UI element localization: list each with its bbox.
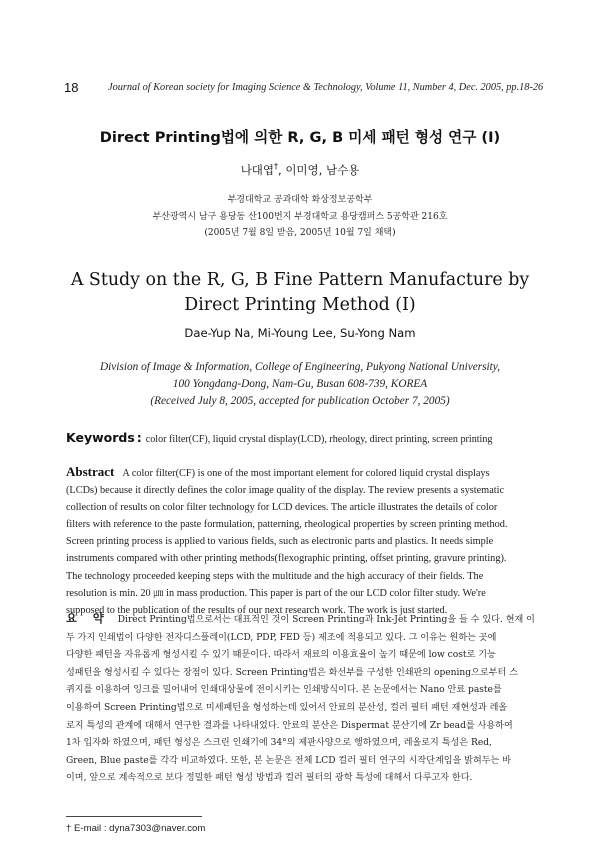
- page-number: 18: [64, 80, 79, 95]
- affiliation-line: (Received July 8, 2005, accepted for publication October 7, 2005): [150, 395, 450, 408]
- affiliation-line: 100 Yongdang-Dong, Nam-Gu, Busan 608-739, KOREA: [172, 378, 428, 391]
- summary-line: 퀴지를 이용하여 잉크를 밀어내어 인쇄대상물에 전이시키는 인쇄방식이다. 본 논문에서는 Nano 안료 paste를: [66, 685, 502, 696]
- abstract-line: resolution is min. 20 ㎛ in mass production. This paper is part of the our LCD color filter study. We're: [66, 587, 486, 599]
- summary-line: 이며, 앞으로 계속적으로 보다 정밀한 패턴 형성 방법과 컬러 필터의 광학 특성에 대해서 다루고자 한다.: [66, 773, 473, 784]
- summary-line: 다양한 패턴을 자유롭게 형성시킬 수 있기 때문이다. 따라서 재료의 이용효율이 높기 때문에 low cost로 기능: [66, 650, 496, 661]
- affiliation-line: (2005년 7월 8일 받음, 2005년 10월 7일 채택): [204, 228, 396, 238]
- abstract-text: A color filter(CF) is one of the most important element for colored liquid crystal displays: [122, 468, 490, 479]
- summary-line: 1차 입자화 하였으며, 패턴 형성은 스크린 인쇄기에 34°의 제판사양으로 행하였으며, 레올로지 특성은 Red,: [66, 738, 492, 749]
- abstract-label: Abstract: [66, 464, 115, 479]
- keywords: [66, 427, 546, 446]
- footnote-divider: [66, 816, 202, 817]
- abstract-line: filters with reference to the paste formulation, patterning, rheological properties by screen printing method.: [66, 519, 508, 531]
- footnote-email: † E-mail : dyna7303@naver.com: [66, 823, 206, 834]
- abstract-line: [66, 463, 536, 482]
- summary-line: Green, Blue paste를 각각 비교하였다. 또한, 본 논문은 전체 LCD 컬러 필터 연구의 시작단계임을 밝혀두는 바: [66, 755, 512, 766]
- affiliation-line: 부경대학교 공과대학 화상정보공학부: [227, 195, 373, 205]
- affiliation-korean: [0, 192, 600, 242]
- abstract-line: (LCDs) because it directly defines the color image quality of the display. The review presents a systematic: [66, 485, 505, 497]
- keywords-label: Keywords: [66, 430, 135, 445]
- journal-citation: Journal of Korean society for Imaging Science & Technology, Volume 11, Number 4, Dec. 2005, pp.18-26: [108, 82, 544, 93]
- summary-line: 이용하여 Screen Printing법으로 미세패턴을 형성하는데 있어서 안료의 분산성, 컬러 필터 패턴 재현성과 레올: [66, 702, 508, 713]
- abstract: [66, 463, 536, 619]
- title-english: A Study on the R, G, B Fine Pattern Manufacture by Direct Printing Method (Ⅰ): [70, 270, 530, 315]
- abstract-line: collection of results on color filter technology for LCD devices. The article illustrates the details of color: [66, 502, 498, 514]
- summary-line: 로지 특성의 관계에 대해서 연구한 결과를 나타내었다. 안료의 분산은 Dispermat 분산기에 Zr bead를 사용하여: [66, 720, 513, 731]
- authors-english: Dae-Yup Na, Mi-Young Lee, Su-Yong Nam: [184, 326, 416, 340]
- summary-line: 두 가지 인쇄법이 다양한 전자디스플레이(LCD, PDP, FED 등) 제조에 적용되고 있다. 그 이유는 원하는 곳에: [66, 632, 497, 643]
- summary-line: 성패턴을 형성시킬 수 있다는 장점이 있다. Screen Printing법은 화선부를 구성한 인쇄판의 opening으로부터 스: [66, 667, 518, 678]
- keywords-text: color filter(CF), liquid crystal display(LCD), rheology, direct printing, screen printing: [145, 434, 493, 445]
- summary-line: [66, 610, 536, 630]
- abstract-line: Screen printing process is applied to various fields, such as electronic parts and plastics. It needs simple: [66, 536, 494, 548]
- running-header: [64, 80, 544, 96]
- abstract-line: instruments compared with other printing methods(flexographic printing, offset printing, gravure printing).: [66, 553, 507, 565]
- abstract-line: The technology proceeded keeping steps with the multitude and the high accuracy of their fields. The: [66, 570, 484, 582]
- title-korean: Direct Printing법에 의한 R, G, B 미세 패턴 형성 연구 (Ⅰ): [99, 129, 501, 146]
- co-authors: , 이미영, 남수용: [278, 163, 360, 177]
- summary-text: Direct Printing법으로서는 대표적인 것이 Screen Printing과 Ink-Jet Printing을 들 수 있다. 현재 이: [117, 615, 535, 625]
- affiliation-line: 부산광역시 남구 용당동 산100번지 부경대학교 용당캠퍼스 5공학관 216호: [152, 211, 448, 222]
- affiliation-line: Division of Image & Information, College of Engineering, Pukyong National University,: [99, 361, 501, 373]
- summary-label: 요 약: [66, 612, 110, 625]
- korean-summary: [66, 610, 536, 788]
- corresponding-mark: †: [274, 162, 279, 172]
- affiliation-english: [0, 359, 600, 411]
- keywords-colon: :: [136, 430, 142, 445]
- abstract-line: supposed to the publication of the results of our next research work. The work is just started.: [66, 604, 448, 616]
- corresponding-author: 나대엽: [240, 163, 275, 177]
- authors-korean: [0, 162, 600, 178]
